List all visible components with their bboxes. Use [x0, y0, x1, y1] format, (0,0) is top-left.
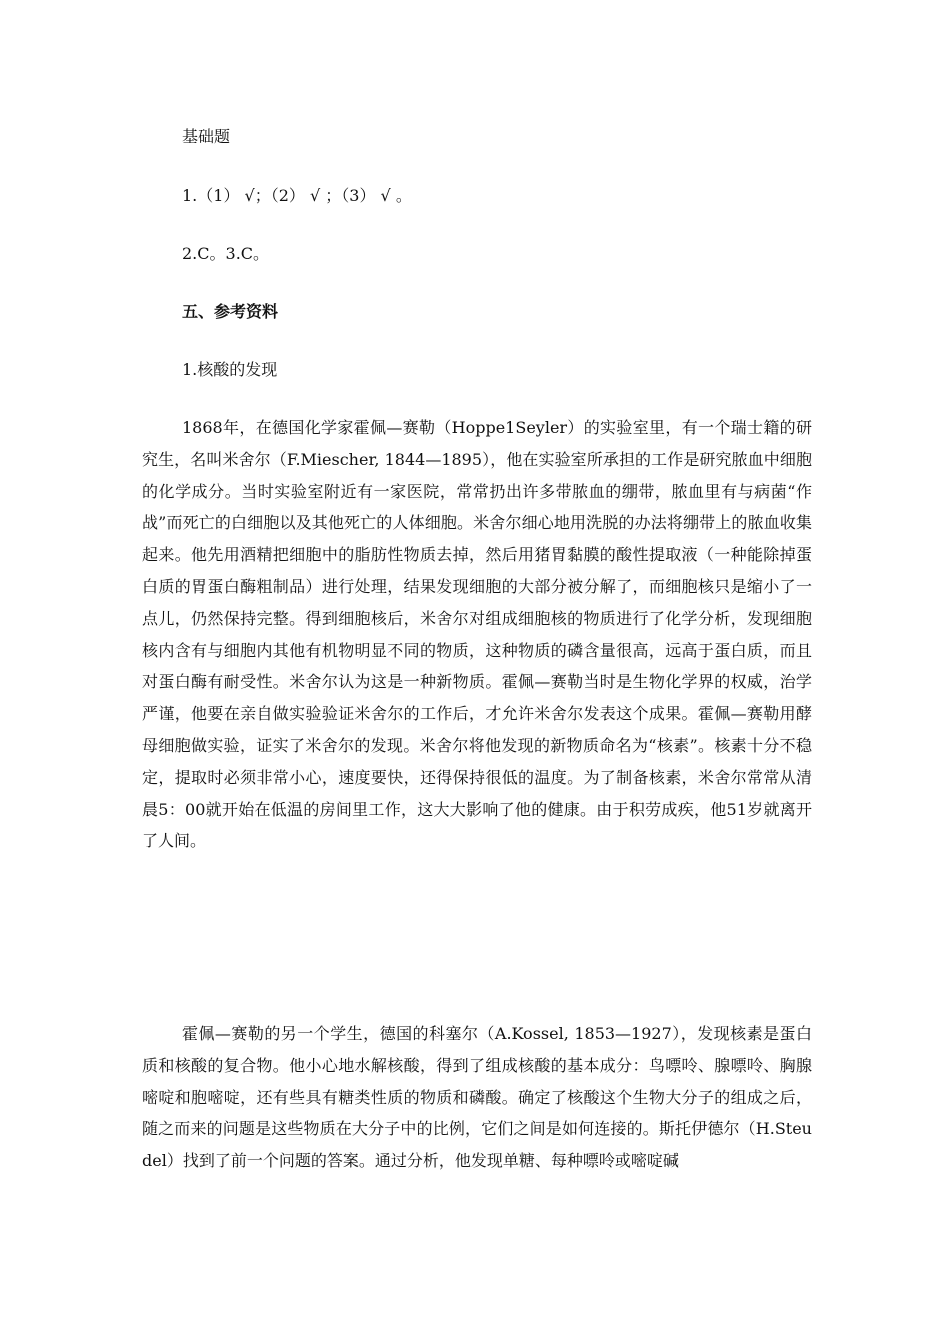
paragraph-1: 1868年，在德国化学家霍佩—赛勒（Hoppe1Seyler）的实验室里，有一个瑞士籍的研究生，名叫米舍尔（F.Miescher, 1844—1895），他在实验室所承担的工作是研究脓血中细胞的化学成分。当时实验室附近有一家医院，常常扔出许多带脓血的绷带，脓血里有与病菌“作战”而死亡的白细胞以及其他死亡的人体细胞。米舍尔细心地用洗脱的办法将绷带上的脓血收集起来。他先用酒精把细胞中的脂肪性物质去掉，然后用猪胃黏膜的酸性提取液（一种能除掉蛋白质的胃蛋白酶粗制品）进行处理，结果发现细胞的大部分被分解了，而细胞核只是缩小了一点儿，仍然保持完整。得到细胞核后，米舍尔对组成细胞核的物质进行了化学分析，发现细胞核内含有与细胞内其他有机物明显不同的物质，这种物质的磷含量很高，远高于蛋白质，而且对蛋白酶有耐受性。米舍尔认为这是一种新物质。霍佩—赛勒当时是生物化学界的权威，治学严谨，他要在亲自做实验验证米舍尔的工作后，才允许米舍尔发表这个成果。霍佩—赛勒用酵母细胞做实验，证实了米舍尔的发现。米舍尔将他发现的新物质命名为“核素”。核素十分不稳定，提取时必须非常小心，速度要快，还得保持很低的温度。为了制备核素，米舍尔常常从清晨5：00就开始在低温的房间里工作，这大大影响了他的健康。由于积劳成疾，他51岁就离开了人间。	[142, 418, 812, 851]
answer-line-1: 1.（1） √；（2） √ ；（3） √ 。	[182, 186, 412, 205]
section-title: 五、参考资料	[182, 302, 279, 321]
basic-questions-heading: 基础题	[182, 127, 231, 146]
subsection-title: 1.核酸的发现	[182, 360, 278, 379]
paragraph-2: 霍佩—赛勒的另一个学生，德国的科塞尔（A.Kossel, 1853—1927），发现核素是蛋白质和核酸的复合物。他小心地水解核酸，得到了组成核酸的基本成分：鸟嘌呤、腺嘌呤、胸腺嘧啶和胞嘧啶，还有些具有糖类性质的物质和磷酸。确定了核酸这个生物大分子的组成之后，随之而来的问题是这些物质在大分子中的比例，它们之间是如何连接的。斯托伊德尔（H.Steudel）找到了前一个问题的答案。通过分析，他发现单糖、每种嘌呤或嘧啶碱	[142, 1024, 812, 1171]
answer-line-2: 2.C。3.C。	[182, 244, 270, 263]
